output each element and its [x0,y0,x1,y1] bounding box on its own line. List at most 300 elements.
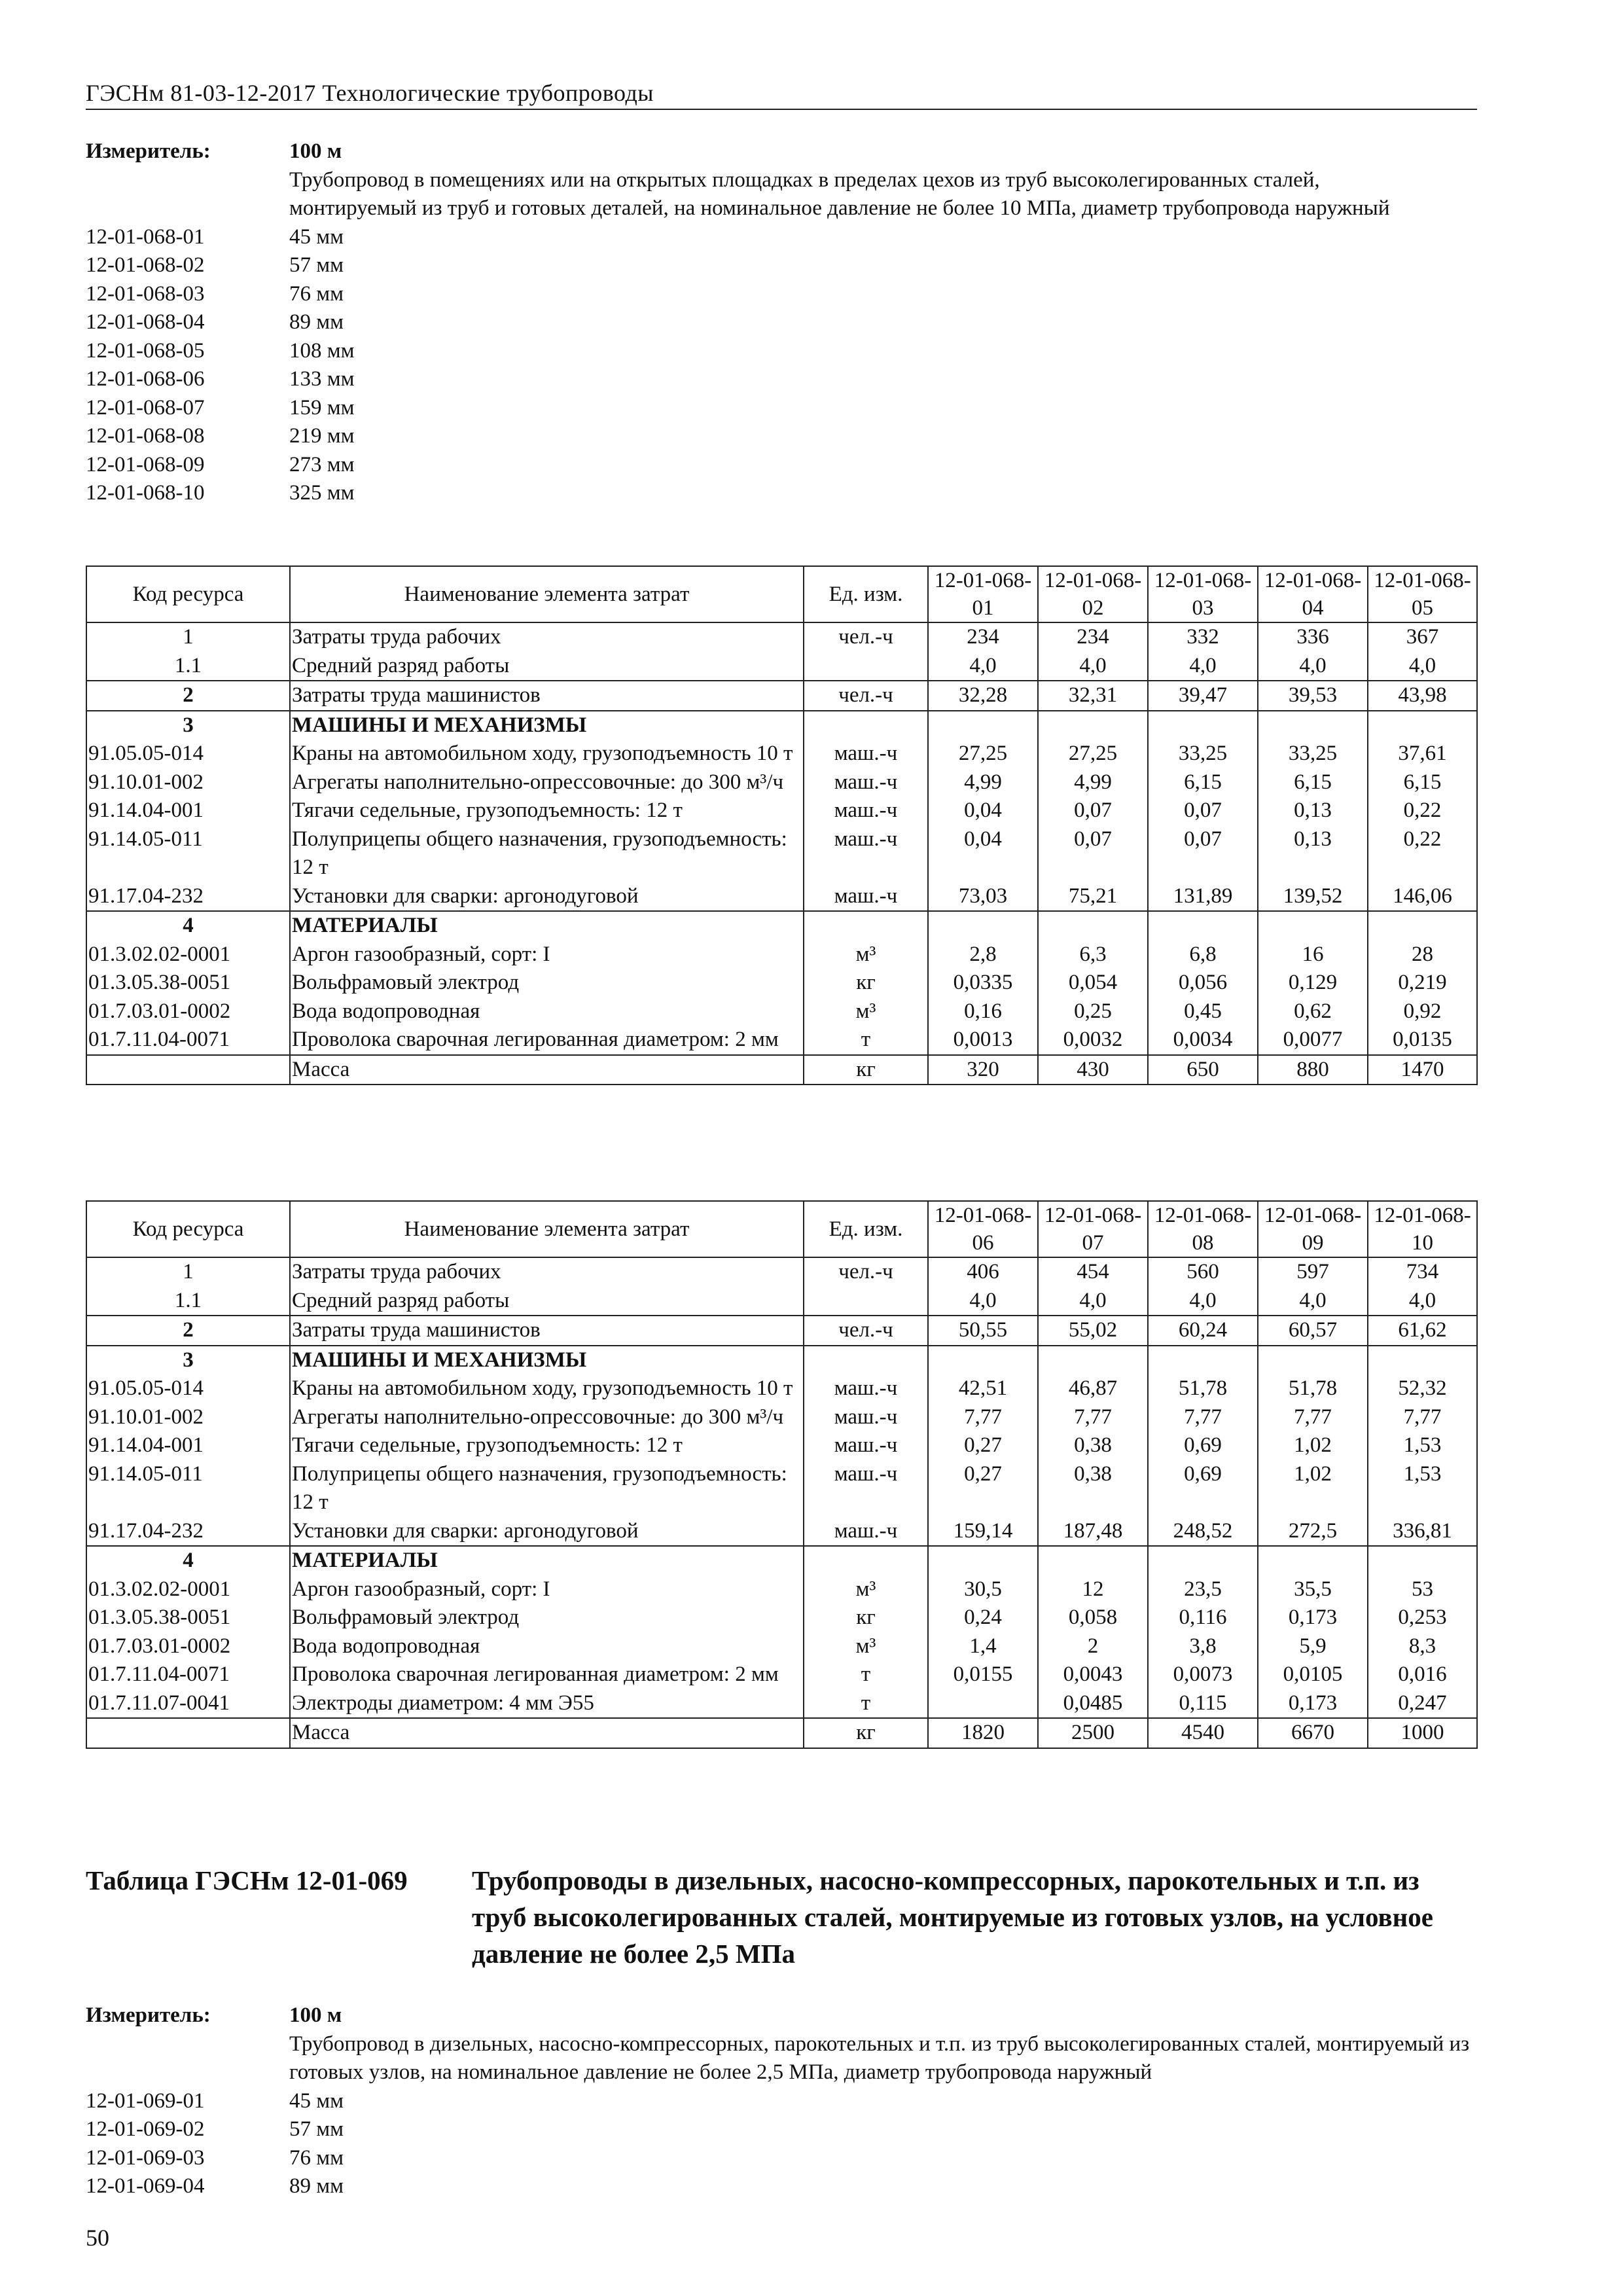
value-cell: 1,02 [1258,1431,1368,1460]
value-cell: 880 [1258,1055,1368,1085]
measure-item [86,479,1395,508]
value-cell: 0,173 [1258,1689,1368,1719]
table-row [86,1718,1477,1748]
resource-code-cell: 01.3.02.02-0001 [86,941,290,969]
value-cell: 37,61 [1368,740,1477,768]
value-cell: 0,058 [1038,1604,1148,1632]
value-cell: 0,116 [1148,1604,1258,1632]
resource-code-cell: 91.14.04-001 [86,797,290,825]
value-cell: 32,31 [1038,681,1148,711]
resource-code-cell: 91.14.05-011 [86,825,290,882]
unit-cell: чел.-ч [804,1316,928,1346]
measure-item-value: 219 мм [289,424,355,448]
table-row [86,825,1477,882]
value-cell: 33,25 [1148,740,1258,768]
value-cell: 332 [1148,622,1258,652]
cost-element-name-cell: Затраты труда машинистов [290,681,804,711]
table-title-text: Трубопроводы в дизельных, насосно-компрессорных, парокотельных и т.п. из труб высоколегированных сталей, монтируемые из готовых узлов, на условное давление не более 2,5 МПа [472,1865,1433,1969]
value-cell [1148,711,1258,740]
value-cell: 336 [1258,622,1368,652]
cost-element-name-cell: Тягачи седельные, грузоподъемность: 12 т [290,1431,804,1460]
measure-item-code: 12-01-068-05 [86,338,205,363]
value-cell: 28 [1368,941,1477,969]
value-cell: 51,78 [1148,1374,1258,1403]
value-cell: 2,8 [928,941,1038,969]
value-cell [928,1689,1038,1719]
unit-cell: маш.-ч [804,825,928,882]
col-header-code-1 [928,1201,1038,1257]
cost-element-name-cell: Затраты труда машинистов [290,1316,804,1346]
value-cell: 30,5 [928,1575,1038,1604]
col-header-code-3 [1148,1201,1258,1257]
unit-cell [804,1287,928,1316]
table-row [86,711,1477,740]
table-row [86,1257,1477,1287]
measure-item-value: 57 мм [289,253,344,277]
table-row [86,681,1477,711]
value-cell [1368,911,1477,941]
value-cell: 7,77 [1368,1403,1477,1432]
resource-code-cell: 1 [86,1257,290,1287]
cost-element-name-cell: Масса [290,1718,804,1748]
table-row [86,797,1477,825]
value-cell [1258,1546,1368,1575]
col-header-code-1 [928,566,1038,622]
cost-element-name-cell: Аргон газообразный, сорт: I [290,941,804,969]
value-cell: 0,38 [1038,1431,1148,1460]
measure-label: Измеритель: [86,2003,211,2027]
value-cell: 73,03 [928,882,1038,912]
resource-code-cell: 01.7.11.07-0041 [86,1689,290,1719]
unit-cell: маш.-ч [804,797,928,825]
value-cell: 0,0034 [1148,1026,1258,1055]
measure-item-value: 159 мм [289,395,355,420]
table-row [86,969,1477,997]
value-cell [1368,1346,1477,1375]
value-cell: 4,0 [1038,1287,1148,1316]
table-row [86,1374,1477,1403]
unit-cell [804,911,928,941]
value-cell: 7,77 [1038,1403,1148,1432]
table-row [86,1517,1477,1547]
value-cell: 0,0073 [1148,1660,1258,1689]
value-cell: 27,25 [928,740,1038,768]
cost-element-name-cell: Проволока сварочная легированная диаметром: 2 мм [290,1660,804,1689]
cost-element-name-cell: Краны на автомобильном ходу, грузоподъемность 10 т [290,740,804,768]
value-cell: 0,27 [928,1431,1038,1460]
value-cell: 0,115 [1148,1689,1258,1719]
value-cell [1368,711,1477,740]
unit-cell: маш.-ч [804,882,928,912]
value-cell: 1,53 [1368,1460,1477,1517]
measure-item [86,422,1395,451]
unit-cell: т [804,1026,928,1055]
col-header-suffix: 10 [1412,1231,1433,1255]
resource-code-cell: 1 [86,622,290,652]
value-cell: 4,0 [1368,652,1477,681]
value-cell: 0,0485 [1038,1689,1148,1719]
col-header-prefix: 12-01-068- [1264,1204,1362,1227]
value-cell: 50,55 [928,1316,1038,1346]
unit-cell [804,1546,928,1575]
col-header-name: Наименование элемента затрат [290,1201,804,1257]
value-cell: 6,15 [1368,768,1477,797]
col-header-code-2 [1038,1201,1148,1257]
col-header-suffix: 07 [1082,1231,1104,1255]
resource-code-cell: 4 [86,1546,290,1575]
unit-cell [804,711,928,740]
table-row [86,1287,1477,1316]
cost-element-name-cell: Вольфрамовый электрод [290,1604,804,1632]
value-cell: 51,78 [1258,1374,1368,1403]
table-row [86,622,1477,652]
table-title-label: Таблица ГЭСНм 12-01-069 [86,1865,408,1895]
measure-item [86,365,1395,394]
value-cell: 0,69 [1148,1431,1258,1460]
measure-description: Трубопровод в помещениях или на открытых площадках в пределах цехов из труб высоколегированных сталей, монтируемый из труб и готовых деталей, на номинальное давление не более 10 МПа, диаметр трубопровода наружный [289,168,1390,220]
value-cell: 6,8 [1148,941,1258,969]
value-cell: 5,9 [1258,1632,1368,1661]
measure-item-code: 12-01-069-02 [86,2117,205,2141]
table-header-row [86,1201,1477,1257]
value-cell: 1,02 [1258,1460,1368,1517]
value-cell: 0,0335 [928,969,1038,997]
resource-code-cell: 01.7.11.04-0071 [86,1660,290,1689]
value-cell [1148,1346,1258,1375]
value-cell: 1,4 [928,1632,1038,1661]
value-cell: 4,99 [1038,768,1148,797]
value-cell: 42,51 [928,1374,1038,1403]
value-cell: 650 [1148,1055,1258,1085]
table-row [86,1575,1477,1604]
resource-code-cell: 01.7.03.01-0002 [86,1632,290,1661]
col-header-code: Код ресурса [86,566,290,622]
value-cell: 0,07 [1148,797,1258,825]
value-cell: 4,0 [928,1287,1038,1316]
value-cell: 0,62 [1258,997,1368,1026]
value-cell [1038,911,1148,941]
value-cell: 0,0155 [928,1660,1038,1689]
unit-cell [804,1346,928,1375]
measure-item-code: 12-01-069-04 [86,2174,205,2198]
value-cell: 0,04 [928,825,1038,882]
unit-cell: кг [804,1718,928,1748]
measure-item [86,2144,1477,2173]
value-cell [1038,1346,1148,1375]
value-cell: 159,14 [928,1517,1038,1547]
value-cell: 0,25 [1038,997,1148,1026]
unit-cell: т [804,1689,928,1719]
value-cell: 4540 [1148,1718,1258,1748]
value-cell: 55,02 [1038,1316,1148,1346]
measure-item [86,2172,1477,2201]
value-cell: 0,13 [1258,825,1368,882]
value-cell: 0,219 [1368,969,1477,997]
col-header-suffix: 02 [1082,596,1104,620]
cost-element-name-cell: Краны на автомобильном ходу, грузоподъемность 10 т [290,1374,804,1403]
value-cell: 1820 [928,1718,1038,1748]
value-cell: 234 [1038,622,1148,652]
value-cell: 272,5 [1258,1517,1368,1547]
value-cell: 139,52 [1258,882,1368,912]
cost-element-name-cell: Вольфрамовый электрод [290,969,804,997]
unit-cell: м³ [804,941,928,969]
value-cell: 0,07 [1038,797,1148,825]
measure-item-code: 12-01-068-02 [86,253,205,277]
value-cell: 0,92 [1368,997,1477,1026]
measure-item [86,251,1395,280]
table-row [86,941,1477,969]
value-cell: 454 [1038,1257,1148,1287]
value-cell: 0,0077 [1258,1026,1368,1055]
value-cell: 53 [1368,1575,1477,1604]
resource-code-cell: 91.05.05-014 [86,740,290,768]
value-cell [928,1546,1038,1575]
resource-code-cell [86,1718,290,1748]
unit-cell: чел.-ч [804,622,928,652]
resource-code-cell: 3 [86,711,290,740]
cost-table-068-01-05 [86,565,1478,1085]
cost-element-name-cell: Затраты труда рабочих [290,1257,804,1287]
value-cell: 0,27 [928,1460,1038,1517]
value-cell: 0,22 [1368,797,1477,825]
col-header-unit: Ед. изм. [804,566,928,622]
value-cell [1038,711,1148,740]
resource-code-cell: 01.7.11.04-0071 [86,1026,290,1055]
unit-cell: маш.-ч [804,1517,928,1547]
measure-label: Измеритель: [86,139,211,163]
cost-element-name-cell: МАТЕРИАЛЫ [290,1546,804,1575]
cost-element-name-cell: Аргон газообразный, сорт: I [290,1575,804,1604]
value-cell: 0,247 [1368,1689,1477,1719]
value-cell: 7,77 [928,1403,1038,1432]
unit-cell: кг [804,969,928,997]
col-header-suffix: 06 [972,1231,994,1255]
cost-table-068-06-10 [86,1200,1478,1749]
measure-item-value: 325 мм [289,481,355,505]
cost-element-name-cell: Агрегаты наполнительно-опрессовочные: до 300 м³/ч [290,768,804,797]
value-cell: 4,99 [928,768,1038,797]
col-header-code-3 [1148,566,1258,622]
table-row [86,768,1477,797]
value-cell: 4,0 [1148,652,1258,681]
col-header-prefix: 12-01-068- [1374,1204,1471,1227]
value-cell: 6,15 [1258,768,1368,797]
col-header-prefix: 12-01-068- [1044,1204,1142,1227]
unit-cell [804,652,928,681]
cost-element-name-cell: Полуприцепы общего назначения, грузоподъемность: 12 т [290,1460,804,1517]
value-cell [1258,911,1368,941]
value-cell: 6670 [1258,1718,1368,1748]
table-row [86,1460,1477,1517]
value-cell: 4,0 [1258,652,1368,681]
value-cell [928,911,1038,941]
table-row [86,1689,1477,1719]
value-cell: 75,21 [1038,882,1148,912]
header-rule [86,109,1477,110]
value-cell: 0,04 [928,797,1038,825]
value-cell: 0,22 [1368,825,1477,882]
value-cell: 336,81 [1368,1517,1477,1547]
value-cell: 1470 [1368,1055,1477,1085]
value-cell [1148,1546,1258,1575]
measure-item-code: 12-01-068-06 [86,367,205,391]
table-row [86,652,1477,681]
value-cell: 4,0 [1258,1287,1368,1316]
value-cell: 33,25 [1258,740,1368,768]
value-cell: 0,16 [928,997,1038,1026]
value-cell: 0,07 [1148,825,1258,882]
value-cell: 4,0 [1368,1287,1477,1316]
table-row [86,1632,1477,1661]
cost-element-name-cell: Средний разряд работы [290,1287,804,1316]
cost-element-name-cell: МАТЕРИАЛЫ [290,911,804,941]
value-cell: 406 [928,1257,1038,1287]
table-row [86,911,1477,941]
cost-element-name-cell: МАШИНЫ И МЕХАНИЗМЫ [290,711,804,740]
resource-code-cell: 91.10.01-002 [86,1403,290,1432]
unit-cell: м³ [804,1632,928,1661]
value-cell: 0,173 [1258,1604,1368,1632]
value-cell [928,1346,1038,1375]
value-cell: 52,32 [1368,1374,1477,1403]
resource-code-cell: 01.3.05.38-0051 [86,1604,290,1632]
value-cell: 39,47 [1148,681,1258,711]
col-header-prefix: 12-01-068- [1154,1204,1252,1227]
value-cell: 0,129 [1258,969,1368,997]
unit-cell: маш.-ч [804,1431,928,1460]
value-cell: 16 [1258,941,1368,969]
cost-element-name-cell: Установки для сварки: аргонодуговой [290,882,804,912]
resource-code-cell: 91.17.04-232 [86,882,290,912]
col-header-prefix: 12-01-068- [1044,569,1142,592]
measure-item [86,223,1395,252]
table-row [86,882,1477,912]
value-cell: 0,45 [1148,997,1258,1026]
measure-item-value: 76 мм [289,2145,344,2170]
value-cell [1258,1346,1368,1375]
table-row [86,1660,1477,1689]
value-cell: 6,15 [1148,768,1258,797]
page-number: 50 [86,2225,109,2251]
value-cell: 234 [928,622,1038,652]
unit-cell: чел.-ч [804,681,928,711]
col-header-suffix: 05 [1412,596,1433,620]
value-cell: 0,07 [1038,825,1148,882]
measure-item [86,2115,1477,2144]
value-cell: 1,53 [1368,1431,1477,1460]
table-row [86,740,1477,768]
table-row [86,1346,1477,1375]
value-cell: 4,0 [1038,652,1148,681]
measure-items [86,223,1395,508]
value-cell: 0,0013 [928,1026,1038,1055]
value-cell: 46,87 [1038,1374,1148,1403]
col-header-code: Код ресурса [86,1201,290,1257]
col-header-unit: Ед. изм. [804,1201,928,1257]
measure-item-value: 76 мм [289,281,344,306]
value-cell: 2500 [1038,1718,1148,1748]
measure-item-code: 12-01-069-03 [86,2145,205,2170]
unit-cell: кг [804,1055,928,1085]
unit-cell: маш.-ч [804,1374,928,1403]
measure-item-code: 12-01-068-04 [86,310,205,334]
value-cell: 560 [1148,1257,1258,1287]
value-cell: 0,69 [1148,1460,1258,1517]
value-cell: 43,98 [1368,681,1477,711]
cost-element-name-cell: Масса [290,1055,804,1085]
cost-element-name-cell: Затраты труда рабочих [290,622,804,652]
unit-cell: кг [804,1604,928,1632]
value-cell: 23,5 [1148,1575,1258,1604]
value-cell: 0,0043 [1038,1660,1148,1689]
col-header-prefix: 12-01-068- [1264,569,1362,592]
cost-element-name-cell: Проволока сварочная легированная диаметром: 2 мм [290,1026,804,1055]
measure-block-068 [86,137,1395,508]
table-row [86,1546,1477,1575]
col-header-code-4 [1258,1201,1368,1257]
unit-cell: т [804,1660,928,1689]
resource-code-cell: 91.17.04-232 [86,1517,290,1547]
table-row [86,1055,1477,1085]
table-row [86,1431,1477,1460]
cost-element-name-cell: Электроды диаметром: 4 мм Э55 [290,1689,804,1719]
resource-code-cell: 01.3.02.02-0001 [86,1575,290,1604]
unit-cell: чел.-ч [804,1257,928,1287]
resource-code-cell: 3 [86,1346,290,1375]
value-cell: 1000 [1368,1718,1477,1748]
value-cell: 187,48 [1038,1517,1148,1547]
table-row [86,1026,1477,1055]
table-row [86,1316,1477,1346]
col-header-code-5 [1368,566,1477,622]
value-cell: 39,53 [1258,681,1368,711]
value-cell: 430 [1038,1055,1148,1085]
value-cell [1038,1546,1148,1575]
measure-item-code: 12-01-068-09 [86,452,205,476]
table-header-row [86,566,1477,622]
value-cell: 0,13 [1258,797,1368,825]
table-row [86,1403,1477,1432]
value-cell: 0,24 [928,1604,1038,1632]
value-cell: 6,3 [1038,941,1148,969]
resource-code-cell: 01.7.03.01-0002 [86,997,290,1026]
measure-items [86,2087,1477,2201]
value-cell: 60,57 [1258,1316,1368,1346]
value-cell: 3,8 [1148,1632,1258,1661]
resource-code-cell: 2 [86,1316,290,1346]
value-cell: 27,25 [1038,740,1148,768]
resource-code-cell: 1.1 [86,1287,290,1316]
measure-item-code: 12-01-068-07 [86,395,205,420]
measure-item-value: 89 мм [289,2174,344,2198]
measure-item-code: 12-01-068-01 [86,224,205,249]
resource-code-cell: 2 [86,681,290,711]
measure-item [86,394,1395,423]
col-header-prefix: 12-01-068- [1374,569,1471,592]
value-cell: 0,38 [1038,1460,1148,1517]
col-header-suffix: 01 [972,596,994,620]
measure-item-code: 12-01-068-10 [86,481,205,505]
value-cell: 0,054 [1038,969,1148,997]
value-cell: 60,24 [1148,1316,1258,1346]
resource-code-cell: 91.10.01-002 [86,768,290,797]
value-cell: 367 [1368,622,1477,652]
cost-element-name-cell: Агрегаты наполнительно-опрессовочные: до 300 м³/ч [290,1403,804,1432]
measure-item [86,308,1395,337]
resource-code-cell [86,1055,290,1085]
resource-code-cell: 01.3.05.38-0051 [86,969,290,997]
